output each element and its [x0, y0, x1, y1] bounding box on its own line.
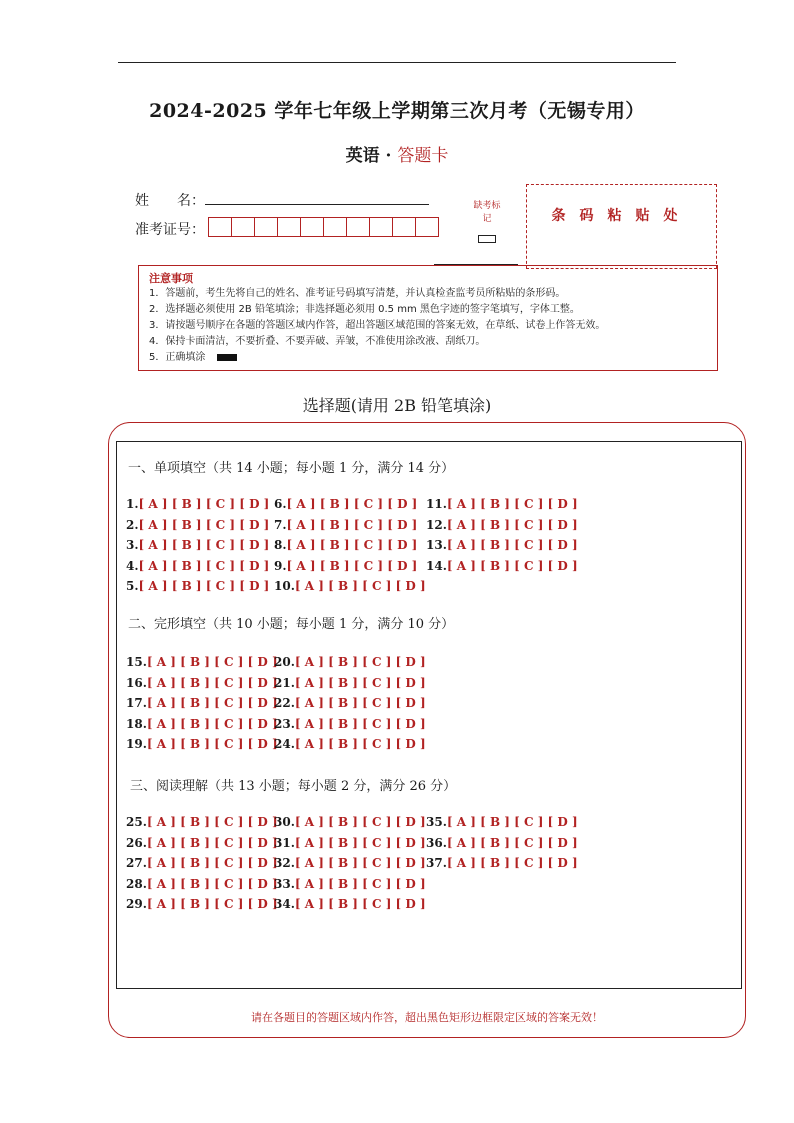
- answer-options[interactable]: [ A ] [ B ] [ C ] [ D ]: [146, 815, 278, 829]
- exam-id-digit-box[interactable]: [208, 217, 232, 237]
- answer-options[interactable]: [ A ] [ B ] [ C ] [ D ]: [446, 815, 578, 829]
- answer-options[interactable]: [ A ] [ B ] [ C ] [ D ]: [286, 558, 418, 573]
- question-17[interactable]: [126, 696, 278, 711]
- question-dot: .: [290, 716, 295, 731]
- question-number: 11: [426, 497, 443, 511]
- question-31[interactable]: [274, 836, 426, 851]
- answer-options[interactable]: [ A ] [ B ] [ C ] [ D ]: [446, 517, 578, 532]
- notice-item: 1．答题前，考生先将自己的姓名、准考证号码填写清楚，并认真检查监考员所粘贴的条形码。: [149, 288, 566, 299]
- question-16[interactable]: [126, 676, 278, 691]
- answer-options[interactable]: [ A ] [ B ] [ C ] [ D ]: [146, 856, 278, 871]
- answer-options[interactable]: [ A ] [ B ] [ C ] [ D ]: [146, 675, 278, 690]
- answer-options[interactable]: [ A ] [ B ] [ C ] [ D ]: [286, 538, 418, 553]
- notice-item: 2．选择题必须使用 2B 铅笔填涂；非选择题必须用 0.5 mm 黑色字迹的签字笔填写，字体工整。: [149, 304, 580, 315]
- question-number: 7: [274, 517, 283, 532]
- question-3[interactable]: [126, 538, 269, 553]
- question-dot: .: [290, 876, 295, 891]
- exam-id-digit-box[interactable]: [370, 217, 393, 237]
- question-dot: .: [134, 579, 139, 594]
- answer-options[interactable]: [ A ] [ B ] [ C ] [ D ]: [294, 737, 426, 752]
- question-dot: .: [134, 538, 139, 553]
- notice-item: 3．请按题号顺序在各题的答题区域内作答，超出答题区域范围的答案无效，在草纸、试卷上作答无效。: [149, 320, 606, 331]
- question-number: 19: [126, 737, 143, 752]
- choice-section-title: 选择题(请用 2B 铅笔填涂): [302, 396, 492, 415]
- answer-options[interactable]: [ A ] [ B ] [ C ] [ D ]: [286, 517, 418, 532]
- question-30[interactable]: [274, 815, 426, 830]
- footer-warning: 请在各题目的答题区域内作答，超出黑色矩形边框限定区域的答案无效！: [251, 1011, 603, 1024]
- subtitle-separator: ·: [379, 146, 398, 166]
- question-number: 20: [274, 655, 291, 669]
- question-dot: .: [142, 876, 147, 891]
- absent-mark-box[interactable]: [478, 235, 496, 243]
- question-dot: .: [290, 897, 295, 912]
- question-20[interactable]: [274, 655, 426, 670]
- question-35[interactable]: [426, 815, 578, 830]
- question-19[interactable]: [126, 737, 278, 752]
- question-13[interactable]: [426, 538, 578, 553]
- notice-item: 5．正确填涂: [149, 352, 206, 363]
- answer-options[interactable]: [ A ] [ B ] [ C ] [ D ]: [294, 675, 426, 690]
- exam-id-digit-box[interactable]: [301, 217, 324, 237]
- answer-options[interactable]: [ A ] [ B ] [ C ] [ D ]: [294, 876, 426, 891]
- notice-title: 注意事项: [149, 272, 193, 285]
- page-title: 2024-2025 学年七年级上学期第三次月考（无锡专用）: [149, 100, 645, 122]
- question-25[interactable]: [126, 815, 278, 830]
- question-dot: .: [290, 696, 295, 711]
- question-number: 6: [274, 497, 283, 511]
- answer-options[interactable]: [ A ] [ B ] [ C ] [ D ]: [138, 538, 270, 553]
- question-21[interactable]: [274, 676, 426, 691]
- question-dot: .: [282, 558, 287, 573]
- question-number: 10: [274, 579, 291, 594]
- answer-options[interactable]: [ A ] [ B ] [ C ] [ D ]: [146, 655, 278, 669]
- question-dot: .: [442, 558, 447, 573]
- question-number: 8: [274, 538, 283, 553]
- question-number: 12: [426, 517, 443, 532]
- question-dot: .: [142, 655, 147, 669]
- question-number: 15: [126, 655, 143, 669]
- answer-options[interactable]: [ A ] [ B ] [ C ] [ D ]: [138, 579, 270, 594]
- question-4[interactable]: [126, 559, 269, 574]
- question-number: 1: [126, 497, 135, 511]
- exam-id-digit-box[interactable]: [232, 217, 255, 237]
- top-rule: [118, 62, 676, 63]
- subject-label: 英语: [345, 146, 380, 166]
- answer-options[interactable]: [ A ] [ B ] [ C ] [ D ]: [146, 835, 278, 850]
- question-number: 31: [274, 835, 291, 850]
- question-29[interactable]: [126, 897, 278, 912]
- question-number: 24: [274, 737, 291, 752]
- question-dot: .: [282, 517, 287, 532]
- question-number: 14: [426, 558, 443, 573]
- barcode-area: [526, 184, 717, 269]
- question-number: 9: [274, 558, 283, 573]
- question-dot: .: [442, 835, 447, 850]
- question-11[interactable]: [426, 497, 578, 512]
- answer-options[interactable]: [ A ] [ B ] [ C ] [ D ]: [446, 497, 578, 511]
- question-27[interactable]: [126, 856, 278, 871]
- exam-id-boxes: [208, 217, 439, 237]
- question-14[interactable]: [426, 559, 578, 574]
- question-number: 26: [126, 835, 143, 850]
- answer-options[interactable]: [ A ] [ B ] [ C ] [ D ]: [138, 517, 270, 532]
- answer-options[interactable]: [ A ] [ B ] [ C ] [ D ]: [138, 497, 270, 511]
- answer-options[interactable]: [ A ] [ B ] [ C ] [ D ]: [294, 897, 426, 912]
- question-dot: .: [442, 815, 447, 829]
- question-number: 17: [126, 696, 143, 711]
- notice-item-correct-fill: [149, 350, 707, 366]
- question-number: 22: [274, 696, 291, 711]
- question-dot: .: [134, 497, 139, 511]
- answer-options[interactable]: [ A ] [ B ] [ C ] [ D ]: [138, 558, 270, 573]
- answer-options[interactable]: [ A ] [ B ] [ C ] [ D ]: [446, 835, 578, 850]
- question-dot: .: [134, 558, 139, 573]
- question-dot: .: [442, 538, 447, 553]
- question-28[interactable]: [126, 877, 278, 892]
- question-number: 29: [126, 897, 143, 912]
- notice-item: 4．保持卡面清洁，不要折叠、不要弄破、弄皱，不准使用涂改液、刮纸刀。: [149, 336, 486, 347]
- question-number: 2: [126, 517, 135, 532]
- question-6[interactable]: [274, 497, 417, 512]
- question-number: 13: [426, 538, 443, 553]
- question-dot: .: [142, 737, 147, 752]
- question-number: 28: [126, 876, 143, 891]
- exam-id-label: 准考证号：: [135, 222, 205, 238]
- question-number: 30: [274, 815, 291, 829]
- answer-options[interactable]: [ A ] [ B ] [ C ] [ D ]: [146, 737, 278, 752]
- question-7[interactable]: [274, 518, 417, 533]
- exam-id-digit-box[interactable]: [255, 217, 278, 237]
- question-dot: .: [442, 856, 447, 871]
- question-9[interactable]: [274, 559, 417, 574]
- exam-id-digit-box[interactable]: [347, 217, 370, 237]
- question-dot: .: [142, 897, 147, 912]
- answer-options[interactable]: [ A ] [ B ] [ C ] [ D ]: [294, 815, 426, 829]
- question-number: 3: [126, 538, 135, 553]
- exam-id-digit-box[interactable]: [393, 217, 416, 237]
- question-number: 4: [126, 558, 135, 573]
- question-dot: .: [142, 696, 147, 711]
- section-heading-cloze: 二、完形填空（共 10 小题；每小题 1 分，满分 10 分）: [128, 617, 455, 632]
- question-number: 16: [126, 675, 143, 690]
- question-18[interactable]: [126, 717, 278, 732]
- name-field[interactable]: [205, 204, 429, 205]
- question-dot: .: [290, 655, 295, 669]
- question-32[interactable]: [274, 856, 426, 871]
- answer-options[interactable]: [ A ] [ B ] [ C ] [ D ]: [146, 876, 278, 891]
- question-dot: .: [142, 835, 147, 850]
- question-dot: .: [142, 815, 147, 829]
- exam-id-digit-box[interactable]: [416, 217, 439, 237]
- question-37[interactable]: [426, 856, 578, 871]
- question-dot: .: [290, 675, 295, 690]
- answer-options[interactable]: [ A ] [ B ] [ C ] [ D ]: [294, 655, 426, 669]
- question-12[interactable]: [426, 518, 578, 533]
- question-dot: .: [290, 579, 295, 594]
- question-number: 36: [426, 835, 443, 850]
- answer-options[interactable]: [ A ] [ B ] [ C ] [ D ]: [446, 558, 578, 573]
- question-number: 18: [126, 716, 143, 731]
- question-dot: .: [142, 675, 147, 690]
- question-number: 33: [274, 876, 291, 891]
- question-34[interactable]: [274, 897, 426, 912]
- question-5[interactable]: [126, 579, 269, 594]
- question-dot: .: [282, 538, 287, 553]
- question-33[interactable]: [274, 877, 426, 892]
- answer-options[interactable]: [ A ] [ B ] [ C ] [ D ]: [294, 579, 426, 594]
- page-subtitle: [0, 141, 794, 166]
- question-1[interactable]: [126, 497, 269, 512]
- question-number: 5: [126, 579, 135, 594]
- question-dot: .: [134, 517, 139, 532]
- answer-options[interactable]: [ A ] [ B ] [ C ] [ D ]: [146, 696, 278, 711]
- section-heading-reading: 三、阅读理解（共 13 小题；每小题 2 分，满分 26 分）: [130, 779, 457, 794]
- question-dot: .: [282, 497, 287, 511]
- question-number: 35: [426, 815, 443, 829]
- question-dot: .: [290, 737, 295, 752]
- question-23[interactable]: [274, 717, 426, 732]
- question-number: 34: [274, 897, 291, 912]
- question-15[interactable]: [126, 655, 278, 670]
- exam-id-digit-box[interactable]: [324, 217, 347, 237]
- answer-options[interactable]: [ A ] [ B ] [ C ] [ D ]: [146, 897, 278, 912]
- question-dot: .: [290, 815, 295, 829]
- answer-options[interactable]: [ A ] [ B ] [ C ] [ D ]: [286, 497, 418, 511]
- question-dot: .: [442, 517, 447, 532]
- question-number: 21: [274, 675, 291, 690]
- question-10[interactable]: [274, 579, 426, 594]
- answer-card-label: 答题卡: [397, 146, 449, 166]
- barcode-label: 条码粘贴处: [551, 208, 692, 224]
- answer-options[interactable]: [ A ] [ B ] [ C ] [ D ]: [146, 716, 278, 731]
- question-22[interactable]: [274, 696, 426, 711]
- answer-options[interactable]: [ A ] [ B ] [ C ] [ D ]: [294, 716, 426, 731]
- question-dot: .: [290, 835, 295, 850]
- question-36[interactable]: [426, 836, 578, 851]
- question-number: 32: [274, 856, 291, 871]
- question-8[interactable]: [274, 538, 417, 553]
- question-2[interactable]: [126, 518, 269, 533]
- answer-options[interactable]: [ A ] [ B ] [ C ] [ D ]: [446, 856, 578, 871]
- answer-options[interactable]: [ A ] [ B ] [ C ] [ D ]: [294, 856, 426, 871]
- question-dot: .: [142, 856, 147, 871]
- section-heading-single-choice: 一、单项填空（共 14 小题；每小题 1 分，满分 14 分）: [128, 461, 455, 476]
- absent-mark-label: 缺考标记: [473, 201, 501, 224]
- question-number: 37: [426, 856, 443, 871]
- name-label: 姓 名：: [135, 193, 205, 209]
- fill-sample-mark: [217, 354, 237, 361]
- notice-box: [138, 265, 718, 371]
- question-dot: .: [142, 716, 147, 731]
- question-number: 23: [274, 716, 291, 731]
- question-number: 27: [126, 856, 143, 871]
- question-dot: .: [290, 856, 295, 871]
- answer-options[interactable]: [ A ] [ B ] [ C ] [ D ]: [294, 835, 426, 850]
- question-24[interactable]: [274, 737, 426, 752]
- question-26[interactable]: [126, 836, 278, 851]
- answer-options[interactable]: [ A ] [ B ] [ C ] [ D ]: [294, 696, 426, 711]
- exam-id-digit-box[interactable]: [278, 217, 301, 237]
- question-number: 25: [126, 815, 143, 829]
- answer-options[interactable]: [ A ] [ B ] [ C ] [ D ]: [446, 538, 578, 553]
- question-dot: .: [442, 497, 447, 511]
